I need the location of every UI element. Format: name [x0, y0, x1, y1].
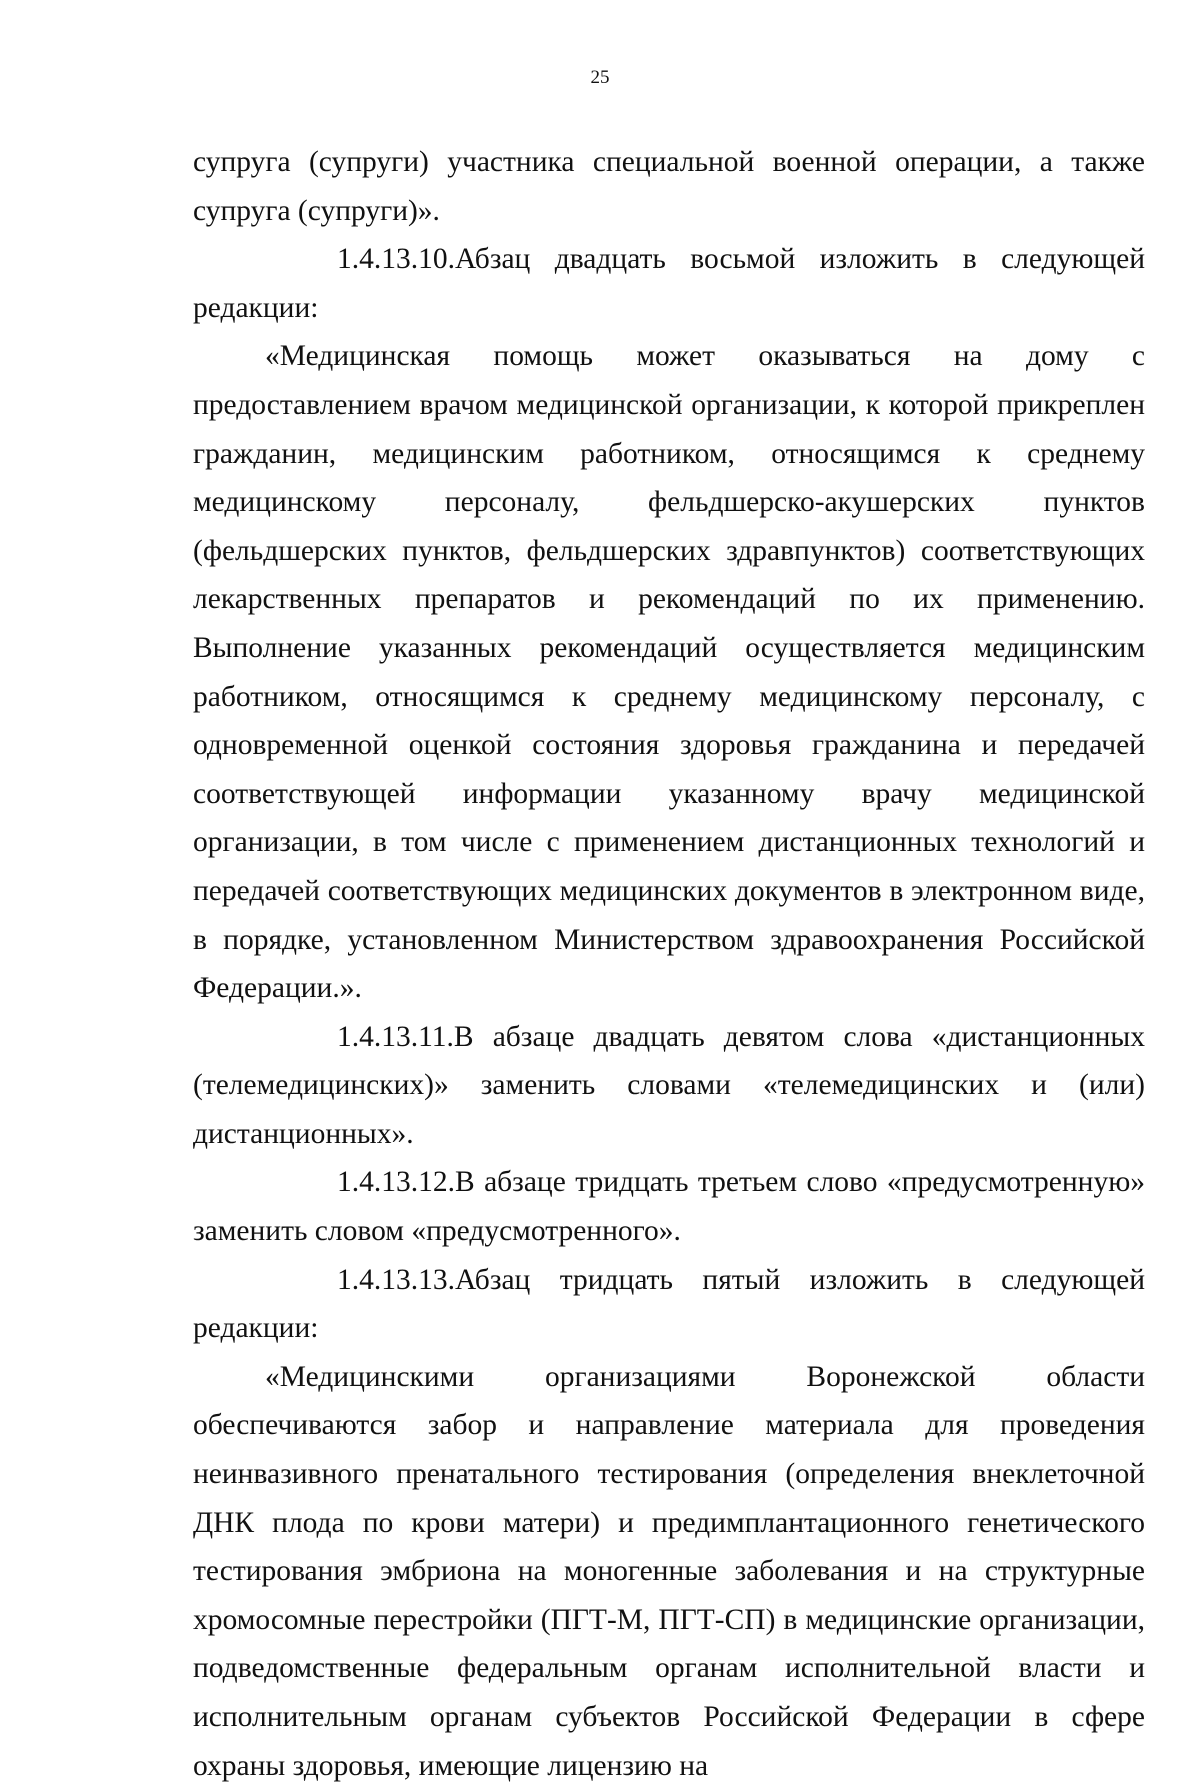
paragraph-text: «Медицинская помощь может оказываться на дому с предоставлением врачом медицинской организации, к которой прикреплен гражданин, медицинским работником, относящимся к среднему медицинскому персоналу, фельдшерско-акушерских пунктов (фельдшерских пунктов, фельдшерских здравпунктов) соответствующих лекарственных препаратов и рекомендаций по их применению. Выполнение указанных рекомендаций осуществляется медицинским работником, относящимся к среднему медицинскому персоналу, с одновременной оценкой состояния здоровья гражданина и передачей соответствующей информации указанному врачу медицинской организации, в том числе с применением дистанционных технологий и передачей соответствующих медицинских документов в электронном виде, в порядке, установленном Министерством здравоохранения Российской Федерации.».: [193, 340, 1145, 1005]
clause-number: 1.4.13.13.: [337, 1263, 455, 1296]
clause-text: В абзаце тридцать третьем слово «предусмотренную» заменить словом «предусмотренного».: [193, 1166, 1145, 1248]
clause-1-4-13-10: [193, 235, 1145, 332]
document-body: [193, 138, 1145, 1790]
clause-1-4-13-13: [193, 1256, 1145, 1353]
paragraph-text: супруга (супруги) участника специальной военной операции, а также супруга (супруги)».: [193, 146, 1145, 227]
clause-number: 1.4.13.10.: [337, 243, 455, 276]
clause-number: 1.4.13.12.: [337, 1166, 455, 1199]
clause-text: Абзац тридцать пятый изложить в следующей редакции:: [193, 1263, 1145, 1345]
page-number: 25: [590, 67, 610, 88]
clause-number: 1.4.13.11.: [337, 1020, 454, 1053]
paragraph-continuation: [193, 138, 1145, 235]
clause-text: Абзац двадцать восьмой изложить в следующей редакции:: [193, 243, 1145, 324]
clause-text: В абзаце двадцать девятом слова «дистанционных (телемедицинских)» заменить словами «телемедицинских и (или) дистанционных».: [193, 1020, 1145, 1150]
clause-1-4-13-12: [193, 1158, 1145, 1255]
quoted-paragraph-medical-care: [193, 332, 1145, 1012]
paragraph-text: «Медицинскими организациями Воронежской области обеспечиваются забор и направление материала для проведения неинвазивного пренатального тестирования (определения внеклеточной ДНК плода по крови матери) и предимплантационного генетического тестирования эмбриона на моногенные заболевания и на структурные хромосомные перестройки (ПГТ-М, ПГТ-СП) в медицинские организации, подведомственные федеральным органам исполнительной власти и исполнительным органам субъектов Российской Федерации в сфере охраны здоровья, имеющие лицензию на: [193, 1360, 1145, 1782]
clause-1-4-13-11: [193, 1013, 1145, 1159]
quoted-paragraph-prenatal-testing: [193, 1353, 1145, 1790]
